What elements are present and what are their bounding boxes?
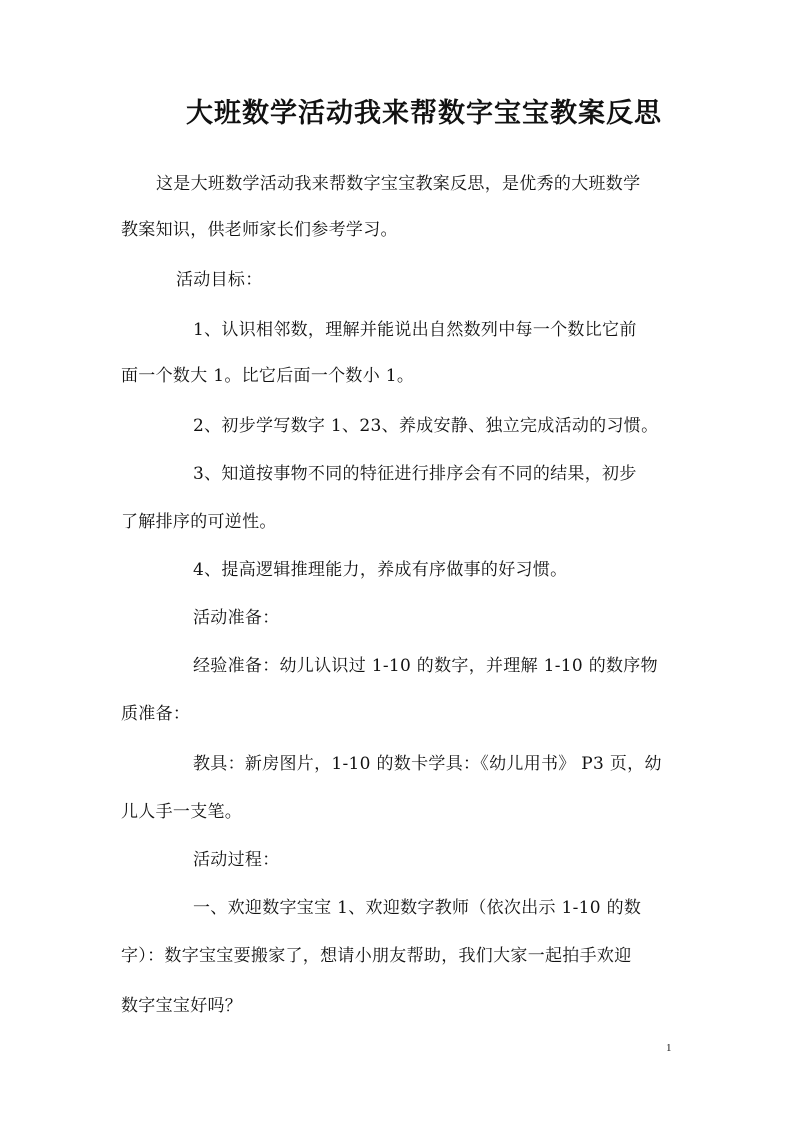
paragraph-line: 了解排序的可逆性。 (121, 512, 277, 532)
paragraph-line: 儿人手一支笔。 (121, 802, 243, 822)
section-heading-process: 活动过程： (193, 850, 280, 870)
paragraph-line: 教案知识，供老师家长们参考学习。 (121, 220, 398, 240)
document-title: 大班数学活动我来帮数字宝宝教案反思 (186, 98, 662, 129)
paragraph-line: 教具：新房图片，1-10 的数卡学具：《幼儿用书》 P3 页，幼 (193, 754, 662, 774)
page-number: 1 (666, 1042, 672, 1054)
paragraph-line: 这是大班数学活动我来帮数字宝宝教案反思，是优秀的大班数学 (156, 174, 641, 194)
paragraph-line: 4、提高逻辑推理能力，养成有序做事的好习惯。 (193, 560, 568, 580)
section-heading-goals: 活动目标： (176, 270, 263, 290)
paragraph-line: 经验准备：幼儿认识过 1-10 的数字，并理解 1-10 的数序物 (193, 656, 658, 676)
paragraph-line: 2、初步学写数字 1、23、养成安静、独立完成活动的习惯。 (193, 416, 659, 436)
paragraph-line: 数字宝宝好吗？ (121, 996, 243, 1016)
paragraph-line: 字）：数字宝宝要搬家了，想请小朋友帮助，我们大家一起拍手欢迎 (121, 946, 632, 966)
section-heading-preparation: 活动准备： (193, 608, 280, 628)
paragraph-line: 质准备： (121, 704, 191, 724)
paragraph-line: 1、认识相邻数，理解并能说出自然数列中每一个数比它前 (193, 320, 637, 340)
paragraph-line: 面一个数大 1。比它后面一个数小 1。 (121, 366, 415, 386)
paragraph-line: 3、知道按事物不同的特征进行排序会有不同的结果，初步 (193, 464, 637, 484)
paragraph-line: 一、欢迎数字宝宝 1、欢迎数字教师（依次出示 1-10 的数 (193, 898, 642, 918)
